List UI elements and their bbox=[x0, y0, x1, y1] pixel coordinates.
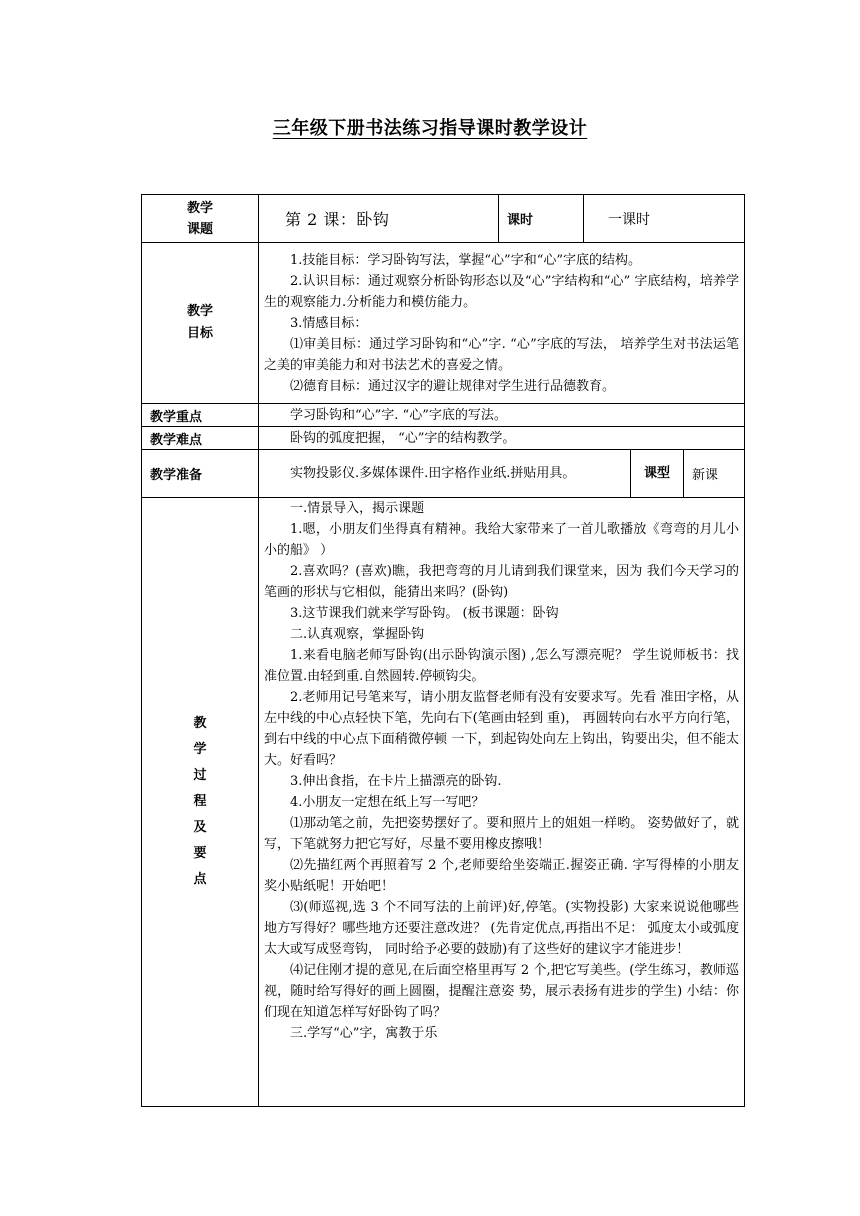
lesson-type-label: 课型 bbox=[631, 450, 684, 498]
difficulty-text: 卧钩的弧度把握， “心”字的结构教学。 bbox=[290, 430, 516, 446]
process-paragraph: ⑵先描红两个再照着写 2 个,老师要给坐姿端正.握姿正确. 字写得棒的小朋友奖小贴纸呢！开始吧！ bbox=[264, 858, 740, 894]
key-points-text: 学习卧钩和“心”字. “心”字底的写法。 bbox=[290, 407, 507, 423]
process-label-char: 及 bbox=[193, 820, 207, 835]
process-label-char: 要 bbox=[193, 846, 207, 861]
process-label bbox=[142, 498, 259, 1107]
period-label: 课时 bbox=[499, 195, 584, 243]
process-paragraph: 1.来看电脑老师写卧钩(出示卧钩演示图) ,怎么写漂亮呢？ 学生说师板书：找准位置.由轻到重.自然圆转.停顿钩尖。 bbox=[264, 648, 740, 684]
process-label-char: 学 bbox=[193, 742, 207, 757]
process-heading: 三.学写“心”字，寓教于乐 bbox=[290, 1026, 438, 1041]
topic-label-line2: 课题 bbox=[186, 221, 213, 237]
process-paragraph: ⑶(师巡视,选 3 个不同写法的上前评)好,停笔。(实物投影) 大家来说说他哪些地方写得好？哪些地方还要注意改进？ (先肯定优点,再指出不足： 弧度太小或弧度太大或写成竖弯钩， 同时给予必要的鼓励)有了这些好的建议字才能进步！ bbox=[264, 900, 740, 957]
row-key-points bbox=[142, 404, 745, 427]
key-points-content bbox=[259, 404, 745, 427]
process-label-char: 过 bbox=[193, 768, 207, 783]
process-paragraph: 2.老师用记号笔来写，请小朋友监督老师有没有安要求写。先看 准田字格，从左中线的中心点轻快下笔，先向右下(笔画由轻到 重)， 再圆转向右水平方向行笔， 到右中线的中心点下面稍微停顿 一下，到起钩处向左上钩出，钩要出尖，但不能太大。好看吗？ bbox=[264, 690, 740, 768]
goals-content bbox=[259, 243, 745, 404]
process-paragraph: 3.伸出食指，在卡片上描漂亮的卧钩. bbox=[290, 774, 502, 789]
row-goals bbox=[142, 243, 745, 404]
process-paragraph: ⑷记住刚才提的意见,在后面空格里再写 2 个,把它写美些。(学生练习，教师巡视，随时给写得好的画上圆圈，提醒注意姿 势，展示表扬有进步的学生) 小结：你们现在知道怎样写好卧钩了吗？ bbox=[264, 963, 740, 1020]
lesson-plan-table bbox=[141, 194, 745, 1107]
preparation-text: 实物投影仪.多媒体课件.田字格作业纸.拼贴用具。 bbox=[290, 466, 576, 481]
process-content bbox=[259, 498, 745, 1107]
process-label-char: 程 bbox=[193, 794, 207, 809]
lesson-type-value: 新课 bbox=[684, 450, 745, 498]
process-heading: 一.情景导入，揭示课题 bbox=[290, 501, 425, 516]
document-title: 三年级下册书法练习指导课时教学设计 bbox=[272, 118, 588, 139]
process-label-char: 点 bbox=[193, 872, 207, 887]
lesson-title: 第 2 课：卧钩 bbox=[259, 195, 499, 243]
row-preparation bbox=[142, 450, 745, 498]
process-paragraph: ⑴那动笔之前，先把姿势摆好了。要和照片上的姐姐一样哟。 姿势做好了，就写，下笔就努力把它写好，尽量不要用橡皮擦哦！ bbox=[264, 816, 740, 852]
preparation-content bbox=[259, 450, 631, 498]
process-paragraph: 1.嗯，小朋友们坐得真有精神。我给大家带来了一首儿歌播放《弯弯的月儿小小的船》 ） bbox=[264, 522, 740, 558]
row-process bbox=[142, 498, 745, 1107]
row-topic bbox=[142, 195, 745, 243]
process-paragraph: 3.这节课我们就来学写卧钩。 (板书课题：卧钩 bbox=[290, 606, 559, 621]
row-difficulty bbox=[142, 427, 745, 450]
process-paragraph: 2.喜欢吗？(喜欢)瞧，我把弯弯的月儿请到我们课堂来，因为 我们今天学习的笔画的形状与它相似，能猜出来吗？(卧钩) bbox=[264, 564, 740, 600]
goal-line: 2.认识目标：通过观察分析卧钩形态以及“心”字结构和“心” 字底结构，培养学生的观察能力.分析能力和模仿能力。 bbox=[264, 273, 740, 310]
period-value: 一课时 bbox=[584, 195, 745, 243]
difficulty-content bbox=[259, 427, 745, 450]
process-heading: 二.认真观察，掌握卧钩 bbox=[290, 627, 425, 642]
process-paragraph: 4.小朋友一定想在纸上写一写吧？ bbox=[290, 795, 485, 810]
process-label-char: 教 bbox=[193, 716, 207, 731]
goal-line: ⑵德育目标：通过汉字的避让规律对学生进行品德教育。 bbox=[290, 378, 616, 394]
topic-label-line1: 教学 bbox=[186, 200, 213, 216]
key-points-label: 教学重点 bbox=[142, 404, 259, 427]
goal-line: ⑴审美目标：通过学习卧钩和“心”字. “心”字底的写法， 培养学生对书法运笔之美的审美能力和对书法艺术的喜爱之情。 bbox=[264, 336, 740, 373]
goals-label-line2: 目标 bbox=[186, 326, 213, 341]
goals-label-line1: 教学 bbox=[186, 304, 213, 319]
goals-label bbox=[142, 243, 259, 404]
preparation-label: 教学准备 bbox=[142, 450, 259, 498]
goal-line: 1.技能目标：学习卧钩写法，掌握“心”字和“心”字底的结构。 bbox=[290, 252, 641, 268]
goal-line: 3.情感目标： bbox=[290, 315, 368, 331]
topic-label bbox=[142, 195, 259, 243]
difficulty-label: 教学难点 bbox=[142, 427, 259, 450]
